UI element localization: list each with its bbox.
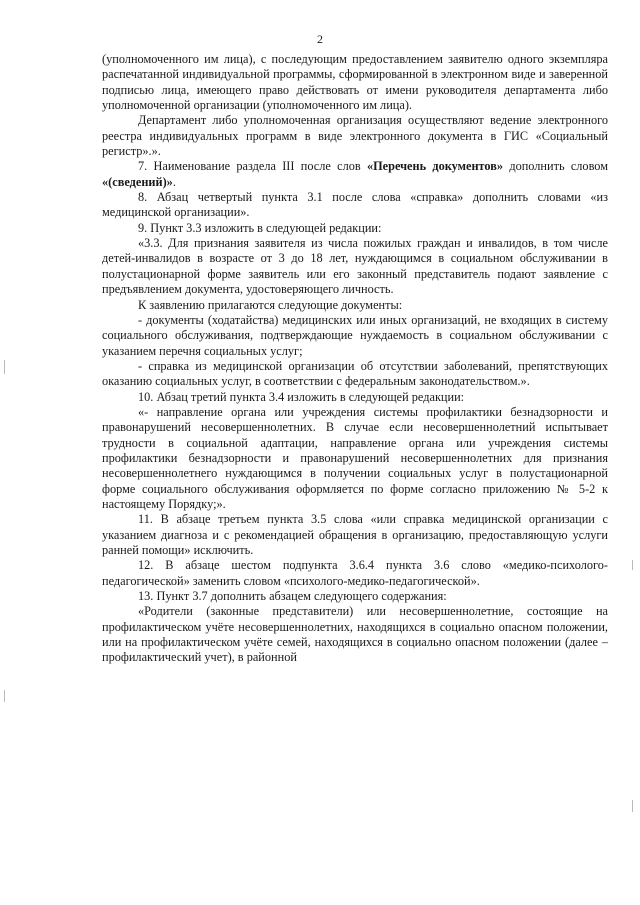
paragraph-p3	[102, 159, 608, 190]
text-run: .	[172, 174, 176, 189]
page-number: 2	[317, 32, 323, 46]
paragraph-p1: (уполномоченного им лица), с последующим предоставлением заявителю одного экземпляра распечатанной индивидуальной программы, сформированной в электронном виде и заверенной подписью лица, имеющего право действовать от имени руководителя департамента либо уполномоченной организации (уполномоченного им лица).	[102, 52, 608, 113]
paragraph-p5: 9. Пункт 3.3 изложить в следующей редакции:	[138, 220, 382, 235]
paragraph-p11: «- направление органа или учреждения системы профилактики безнадзорности и правонарушений несовершеннолетних. В случае если несовершеннолетний испытывает трудности в социальной адаптации, направление органа или учреждения системы профилактики безнадзорности и правонарушений несовершеннолетних для признания несовершеннолетнего нуждающимся в получении социальных услуг в полустационарной форме социального обслуживания оформляется по форме согласно приложению № 5-2 к настоящему Порядку;».	[102, 404, 608, 511]
paragraph-p4: 8. Абзац четвертый пункта 3.1 после слова «справка» дополнить словами «из медицинской организации».	[102, 190, 608, 220]
paragraph-p12: 11. В абзаце третьем пункта 3.5 слова «или справка медицинской организации с указанием диагноза и с рекомендацией обращения в организацию, предоставляющую услуги ранней помощи» исключить.	[102, 512, 608, 557]
paragraph-p7: К заявлению прилагаются следующие документы:	[138, 297, 403, 312]
paragraph-p8: - документы (ходатайства) медицинских или иных организаций, не входящих в систему социального обслуживания, подтверждающие нуждаемость в социальном обслуживании с указанием перечня социальных услуг;	[102, 312, 608, 358]
paragraph-p6: «3.3. Для признания заявителя из числа пожилых граждан и инвалидов, в том числе детей-инвалидов в возрасте от 3 до 18 лет, нуждающимся в социальном обслуживании в полустационарной форме заявитель или его законный представитель подают заявление с предъявлением документа, удостоверяющего личность.	[102, 236, 608, 297]
text-run: дополнить словом	[503, 159, 609, 174]
paragraph-p14: 13. Пункт 3.7 дополнить абзацем следующего содержания:	[138, 589, 447, 604]
scan-edge-mark	[4, 690, 5, 702]
scan-edge-mark	[632, 800, 633, 812]
document-body	[102, 52, 608, 666]
paragraph-p13: 12. В абзаце шестом подпункта 3.6.4 пункта 3.6 слово «медико-психолого-педагогической» заменить словом «психолого-медико-педагогической».	[102, 558, 608, 588]
bold-text-run: «Перечень документов»	[366, 159, 504, 174]
paragraph-p15: «Родители (законные представители) или несовершеннолетние, состоящие на профилактическом учёте несовершеннолетних, находящихся в социально опасном положении, или на профилактическом учёте семей, находящихся в социально опасном положении (далее – профилактический учет), в районной	[102, 604, 608, 665]
paragraph-p10: 10. Абзац третий пункта 3.4 изложить в следующей редакции:	[138, 389, 465, 404]
paragraph-p2: Департамент либо уполномоченная организация осуществляют ведение электронного реестра индивидуальных программ в виде электронного документа в ГИС «Социальный регистр».».	[102, 113, 608, 159]
bold-text-run: «(сведений)»	[102, 174, 173, 189]
text-run: 7. Наименование раздела III после слов	[138, 159, 367, 174]
scan-edge-mark	[632, 560, 633, 570]
paragraph-p9: - справка из медицинской организации об отсутствии заболеваний, препятствующих оказанию социальных услуг, в соответствии с федеральным законодательством.».	[102, 358, 608, 389]
scan-edge-mark	[4, 360, 5, 374]
